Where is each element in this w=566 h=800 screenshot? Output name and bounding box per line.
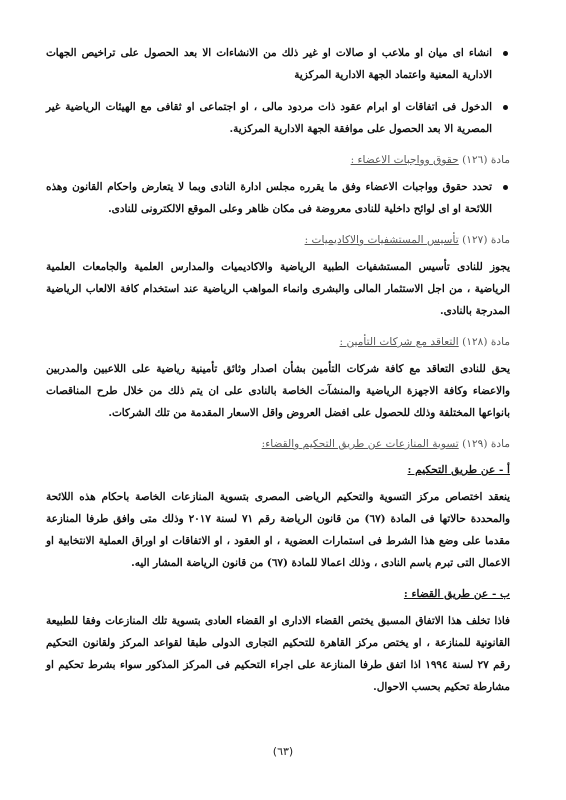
bullet-text: تحدد حقوق وواجبات الاعضاء وفق ما يقرره مجلس ادارة النادى وبما لا يتعارض واحكام القانون وهذه اللائحة او اى لوائح داخلية للنادى معروضة فى مكان ظاهر وعلى الموقع الالكترونى للنادى. xyxy=(46,181,492,215)
bullet-item xyxy=(46,96,510,140)
article-number: مادة (١٢٩) xyxy=(462,438,510,450)
article-number: مادة (١٢٦) xyxy=(462,154,510,166)
bullet-dot-icon xyxy=(503,105,508,110)
article-number: مادة (١٢٨) xyxy=(462,336,510,348)
bullet-text: الدخول فى اتفاقات او ابرام عقود ذات مردود مالى ، او اجتماعى او ثقافى مع الهيئات الرياضية غير المصرية الا بعد الحصول على موافقة الجهة الادارية المركزية. xyxy=(46,101,492,135)
subsection-title-arbitration: أ - عن طريق التحكيم : xyxy=(407,464,510,476)
article-paragraph: ينعقد اختصاص مركز التسوية والتحكيم الرياضى المصرى بتسوية المنازعات الخاصة باحكام هذه اللائحة والمحددة حالاتها فى المادة (٦٧) من قانون الرياضة رقم ٧١ لسنة ٢٠١٧ وذلك متى وافق طرفا المنازعة مقدما على وضع هذا الشرط فى استمارات العضوية ، او العقود ، او الاتفاقات او اوراق العملية الانتخابية او الاعمال التى تبرم باسم النادى ، وذلك اعمالا للمادة (٦٧) من قانون الرياضة المشار اليه. xyxy=(46,491,511,569)
page-number: (٦٣) xyxy=(272,745,294,758)
bullet-item xyxy=(46,176,510,220)
article-title: حقوق وواجبات الاعضاء : xyxy=(350,154,459,166)
article-paragraph: يحق للنادى التعاقد مع كافة شركات التأمين بشأن اصدار وثائق تأمينية رياضية على اللاعبين والمدربين والاعضاء وكافة الاجهزة الرياضية والمنشآت الخاصة بالنادى على ان يتم ذلك من خلال طرح المناقصات بانواعها المختلفة وذلك للحصول على افضل العروض واقل الاسعار المقدمة من تلك الشركات. xyxy=(46,363,510,419)
article-title: تسوية المنازعات عن طريق التحكيم والقضاء: xyxy=(261,438,459,450)
bullet-dot-icon xyxy=(503,185,508,190)
bullet-text: انشاء اى ميان او ملاعب او صالات او غير ذلك من الانشاءات الا بعد الحصول على تراخيص الجهات الادارية المعنية واعتماد الجهة الادارية المركزية xyxy=(46,47,492,81)
article-heading-128 xyxy=(46,332,510,352)
article-heading-127 xyxy=(46,230,510,250)
article-title: تأسيس المستشفيات والاكاديميات : xyxy=(304,234,459,246)
page-content xyxy=(46,42,510,708)
article-heading-126 xyxy=(46,150,510,170)
subsection-title-judiciary: ب - عن طريق القضاء : xyxy=(403,588,510,600)
article-heading-129 xyxy=(46,434,510,454)
article-number: مادة (١٢٧) xyxy=(462,234,510,246)
article-title: التعاقد مع شركات التأمين : xyxy=(339,336,459,348)
article-paragraph: فاذا تخلف هذا الاتفاق المسبق يختص القضاء الادارى او القضاء العادى بتسوية تلك المنازعات وفقا للطبيعة القانونية للمنازعة ، او يختص مركز القاهرة للتحكيم التجارى الدولى طبقا لقواعد المركز ولقانون التحكيم رقم ٢٧ لسنة ١٩٩٤ اذا اتفق طرفا المنازعة على اجراء التحكيم فى المركز المذكور سواء بشرط تحكيم او مشارطة تحكيم بحسب الاحوال. xyxy=(46,615,510,693)
bullet-item xyxy=(46,42,510,86)
article-paragraph: يجوز للنادى تأسيس المستشفيات الطبية الرياضية والاكاديميات والمدارس العلمية والجامعات العلمية الرياضية ، من اجل الاستثمار المالى والبشرى وانماء المواهب الرياضية عند استخدام كافة الالعاب الرياضية المدرجة بالنادى. xyxy=(46,261,510,317)
bullet-dot-icon xyxy=(503,51,508,56)
